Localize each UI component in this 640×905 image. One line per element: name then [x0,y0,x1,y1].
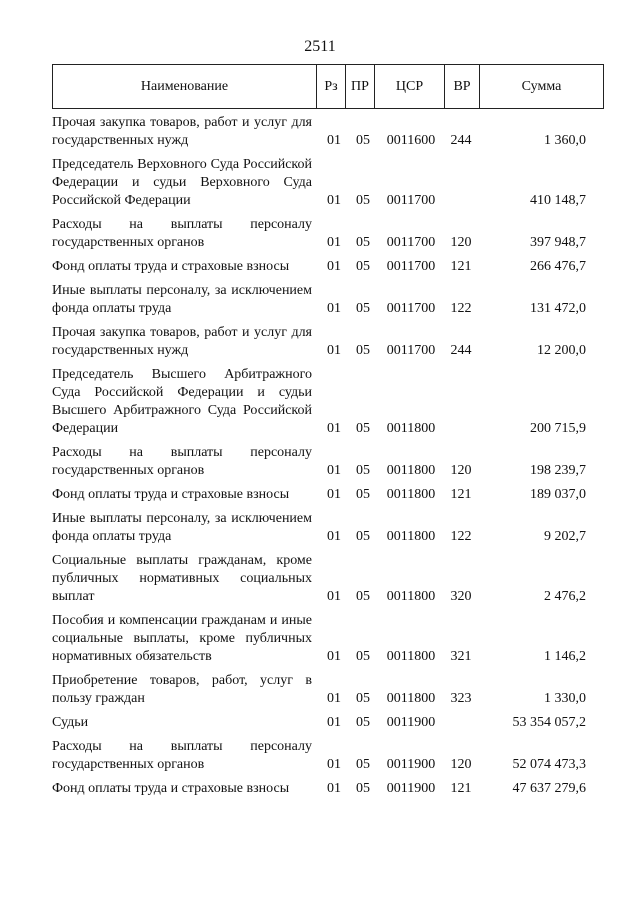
row-name: Фонд оплаты труда и страховые взносы [52,781,290,796]
row-sum: 200 715,9 [530,421,586,436]
row-pr: 05 [356,343,370,358]
row-name: Прочая закупка товаров, работ и услуг для государственных нужд [52,325,312,358]
table-row [52,440,612,482]
row-rz: 01 [327,301,341,316]
row-rz: 01 [327,343,341,358]
row-vr: 244 [450,343,472,358]
table-row [52,212,612,254]
row-vr: 120 [450,235,472,250]
row-name: Пособия и компенсации гражданам и иные социальные выплаты, кроме публичных нормативных обязательств [52,613,312,664]
row-vr: 121 [450,487,472,502]
header-rz: Рз [317,65,346,108]
row-sum: 266 476,7 [530,259,586,274]
table-row [52,278,612,320]
row-rz: 01 [327,589,341,604]
row-rz: 01 [327,193,341,208]
row-vr: 323 [450,691,472,706]
row-csr: 0011800 [386,649,436,664]
row-rz: 01 [327,691,341,706]
row-csr: 0011800 [386,463,436,478]
row-pr: 05 [356,463,370,478]
row-name: Приобретение товаров, работ, услуг в пользу граждан [52,673,312,706]
row-vr: 122 [450,529,472,544]
table-row [52,110,612,152]
table-row [52,482,612,506]
row-pr: 05 [356,235,370,250]
row-name: Председатель Высшего Арбитражного Суда Российской Федерации и судьи Высшего Арбитражного Суда Российской Федерации [52,367,312,436]
row-name: Расходы на выплаты персоналу государственных органов [52,217,312,250]
row-csr: 0011700 [386,343,436,358]
row-csr: 0011900 [386,715,436,730]
row-vr: 321 [450,649,472,664]
row-vr: 320 [450,589,472,604]
row-csr: 0011700 [386,301,436,316]
row-name: Судьи [52,715,89,730]
row-pr: 05 [356,715,370,730]
row-name: Расходы на выплаты персоналу государственных органов [52,445,312,478]
row-sum: 1 360,0 [544,133,586,148]
row-rz: 01 [327,235,341,250]
table-row [52,710,612,734]
row-pr: 05 [356,193,370,208]
table-row [52,668,612,710]
table-row [52,776,612,800]
header-pr: ПР [346,65,375,108]
row-rz: 01 [327,487,341,502]
row-csr: 0011800 [386,487,436,502]
row-csr: 0011700 [386,193,436,208]
row-rz: 01 [327,649,341,664]
row-sum: 410 148,7 [530,193,586,208]
row-csr: 0011800 [386,691,436,706]
table-row [52,320,612,362]
row-name: Фонд оплаты труда и страховые взносы [52,487,290,502]
row-name: Социальные выплаты гражданам, кроме публичных нормативных социальных выплат [52,553,312,604]
row-rz: 01 [327,421,341,436]
row-sum: 12 200,0 [537,343,586,358]
row-pr: 05 [356,133,370,148]
row-rz: 01 [327,715,341,730]
row-vr: 120 [450,757,472,772]
row-name: Прочая закупка товаров, работ и услуг для государственных нужд [52,115,312,148]
row-pr: 05 [356,589,370,604]
table-row [52,152,612,212]
row-rz: 01 [327,463,341,478]
row-sum: 9 202,7 [544,529,586,544]
row-rz: 01 [327,259,341,274]
row-csr: 0011700 [386,235,436,250]
row-pr: 05 [356,691,370,706]
row-csr: 0011600 [386,133,436,148]
row-name: Фонд оплаты труда и страховые взносы [52,259,290,274]
row-vr: 120 [450,463,472,478]
row-sum: 52 074 473,3 [512,757,586,772]
row-csr: 0011700 [386,259,436,274]
row-pr: 05 [356,301,370,316]
row-csr: 0011800 [386,529,436,544]
row-vr: 121 [450,781,472,796]
row-sum: 47 637 279,6 [512,781,586,796]
row-sum: 189 037,0 [530,487,586,502]
row-pr: 05 [356,259,370,274]
row-pr: 05 [356,487,370,502]
row-sum: 131 472,0 [530,301,586,316]
table-row [52,548,612,608]
row-name: Иные выплаты персоналу, за исключением фонда оплаты труда [52,283,312,316]
row-rz: 01 [327,757,341,772]
row-pr: 05 [356,529,370,544]
row-sum: 1 330,0 [544,691,586,706]
row-sum: 198 239,7 [530,463,586,478]
row-name: Иные выплаты персоналу, за исключением фонда оплаты труда [52,511,312,544]
row-csr: 0011800 [386,421,436,436]
page-number: 2511 [304,38,336,55]
row-pr: 05 [356,757,370,772]
table-row [52,362,612,440]
row-pr: 05 [356,421,370,436]
table-body [52,110,612,800]
row-csr: 0011900 [386,757,436,772]
row-rz: 01 [327,133,341,148]
row-rz: 01 [327,781,341,796]
row-rz: 01 [327,529,341,544]
header-sum: Сумма [521,78,562,94]
row-sum: 2 476,2 [544,589,586,604]
row-pr: 05 [356,781,370,796]
row-vr: 244 [450,133,472,148]
header-vr: ВР [445,65,480,108]
row-sum: 53 354 057,2 [512,715,586,730]
table-header [52,64,604,109]
table-row [52,506,612,548]
row-vr: 121 [450,259,472,274]
table-row [52,608,612,668]
row-name: Председатель Верховного Суда Российской Федерации и судьи Верховного Суда Российской Федерации [52,157,312,208]
row-csr: 0011800 [386,589,436,604]
header-csr: ЦСР [375,65,445,108]
row-vr: 122 [450,301,472,316]
row-pr: 05 [356,649,370,664]
header-name: Наименование [53,65,317,108]
row-sum: 397 948,7 [530,235,586,250]
row-name: Расходы на выплаты персоналу государственных органов [52,739,312,772]
row-csr: 0011900 [386,781,436,796]
row-sum: 1 146,2 [544,649,586,664]
table-row [52,734,612,776]
table-row [52,254,612,278]
